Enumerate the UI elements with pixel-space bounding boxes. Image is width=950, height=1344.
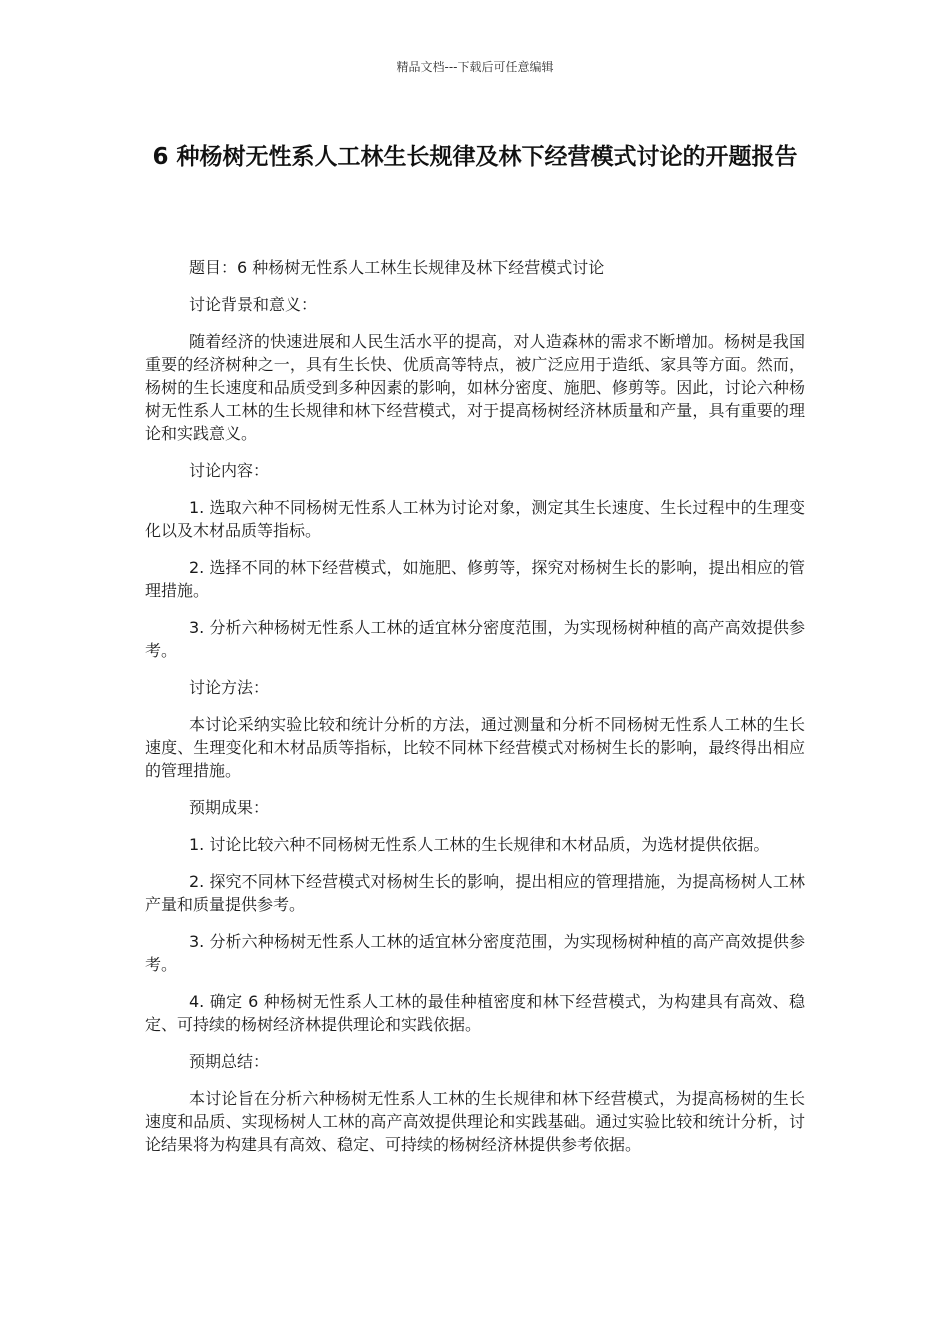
- heading-background: 讨论背景和意义：: [189, 295, 318, 314]
- header-note: 精品文档---下载后可任意编辑: [396, 60, 554, 74]
- result-item-1: 1. 讨论比较六种不同杨树无性系人工林的生长规律和木材品质，为选材提供依据。: [189, 835, 770, 854]
- document-title: 6 种杨树无性系人工林生长规律及林下经营模式讨论的开题报告: [152, 144, 798, 170]
- document-body: [145, 256, 805, 1170]
- heading-summary: 预期总结：: [189, 1052, 270, 1071]
- heading-content: 讨论内容：: [189, 461, 270, 480]
- result-item-2: 2. 探究不同林下经营模式对杨树生长的影响，提出相应的管理措施，为提高杨树人工林产量和质量提供参考。: [145, 872, 805, 914]
- heading-method: 讨论方法：: [189, 678, 270, 697]
- result-item-4: 4. 确定 6 种杨树无性系人工林的最佳种植密度和林下经营模式，为构建具有高效、稳定、可持续的杨树经济林提供理论和实践依据。: [145, 992, 805, 1034]
- paragraph-method: 本讨论采纳实验比较和统计分析的方法，通过测量和分析不同杨树无性系人工林的生长速度、生理变化和木材品质等指标，比较不同林下经营模式对杨树生长的影响，最终得出相应的管理措施。: [145, 715, 805, 780]
- heading-expected-results: 预期成果：: [189, 798, 270, 817]
- result-item-3: 3. 分析六种杨树无性系人工林的适宜林分密度范围，为实现杨树种植的高产高效提供参考。: [145, 932, 805, 974]
- content-item-1: 1. 选取六种不同杨树无性系人工林为讨论对象，测定其生长速度、生长过程中的生理变化以及木材品质等指标。: [145, 498, 805, 540]
- content-item-3: 3. 分析六种杨树无性系人工林的适宜林分密度范围，为实现杨树种植的高产高效提供参考。: [145, 618, 805, 660]
- paragraph-summary: 本讨论旨在分析六种杨树无性系人工林的生长规律和林下经营模式，为提高杨树的生长速度和品质、实现杨树人工林的高产高效提供理论和实践基础。通过实验比较和统计分析，讨论结果将为构建具有高效、稳定、可持续的杨树经济林提供参考依据。: [145, 1089, 805, 1154]
- content-item-2: 2. 选择不同的林下经营模式，如施肥、修剪等，探究对杨树生长的影响，提出相应的管理措施。: [145, 558, 805, 600]
- paragraph-topic: 题目：6 种杨树无性系人工林生长规律及林下经营模式讨论: [189, 258, 605, 277]
- paragraph-background: 随着经济的快速进展和人民生活水平的提高，对人造森林的需求不断增加。杨树是我国重要的经济树种之一，具有生长快、优质高等特点，被广泛应用于造纸、家具等方面。然而，杨树的生长速度和品质受到多种因素的影响，如林分密度、施肥、修剪等。因此，讨论六种杨树无性系人工林的生长规律和林下经营模式，对于提高杨树经济林质量和产量，具有重要的理论和实践意义。: [145, 332, 805, 443]
